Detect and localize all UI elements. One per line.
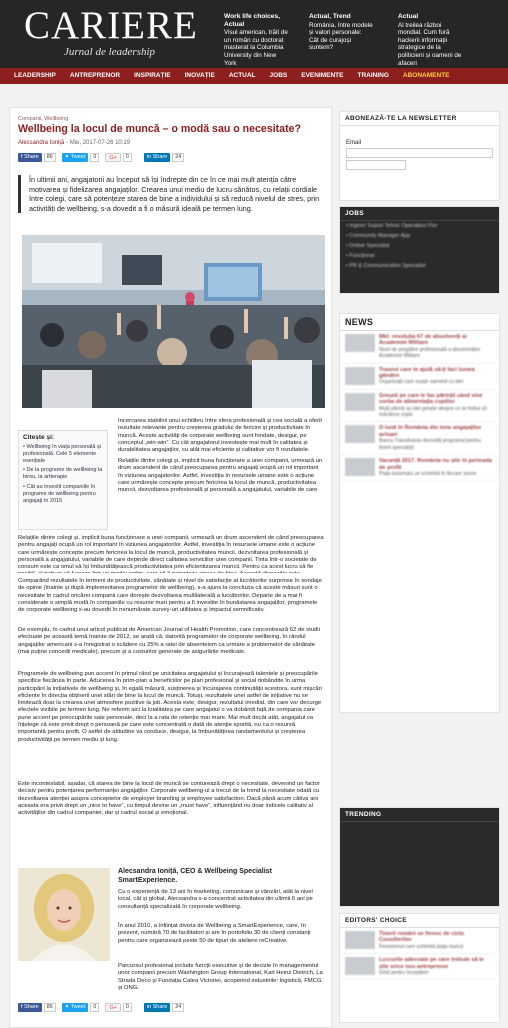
news-item[interactable]: Traseul care te ajută să-ți faci lumea gândire Organizații care susțin oamenii cu idei [340, 364, 499, 390]
gplus-count: 0 [123, 1003, 132, 1012]
article-paragraph: Încercarea stabilirii unui echilibru între sfera profesională și cea socială a oferit rezultate relevante pentru creșterea gradului de fericire și productivitate în muncă. Aceste activități de corporate wellbeing sunt fondate, desigur, pe conceptul „win-win”. Cu cât angajatorul investește mai mult în calitatea și durabilitatea angajaților, cu atât mai eficiente și calitative vor fi rezultatele. [118, 418, 322, 454]
breadcrumb[interactable]: Companii, Wellbeing [18, 116, 69, 122]
facebook-share-button[interactable]: f Share [18, 1003, 42, 1012]
jobs-box [339, 206, 500, 294]
job-link[interactable]: • Funcționar [346, 253, 375, 259]
trending-box [339, 807, 500, 907]
trending-title: TRENDING [340, 808, 499, 822]
newsletter-title: ABONEAZĂ-TE LA NEWSLETTER [340, 112, 499, 126]
news-item[interactable]: Greșeli pe care le fac părinții când vine vorba de alimentația copiilor Mulți părinți au idei greșite despre ce ar trebui să mănânce copiii [340, 390, 499, 423]
linkedin-count: 24 [172, 153, 184, 162]
nav-training[interactable]: TRAINING [357, 72, 389, 79]
related-link[interactable]: • De la programe de wellbeing la birou, la artterapie [23, 467, 103, 481]
author-portrait [18, 868, 110, 961]
news-title: NEWS [340, 314, 499, 331]
editors-choice-title: EDITORS' CHOICE [340, 914, 499, 928]
main-nav [0, 68, 508, 84]
share-bar-top [18, 153, 184, 162]
share-bar-bottom [18, 1003, 184, 1012]
article-paragraph: De exemplu, în cadrul unui articol publicat de American Journal of Health Promotion, care concentrează 62 de studii efectuate pe această temă înainte de 2012, se arată că, datorită programelor de corporate wellbeing, în rândul angajaților americani s-a înregistrat o scădere cu 25% a ratei de absenteism ca urmare a problemelor de sănătate (mai puține concedii medicale), precum și a costurilor generate de asigurările medicale. [18, 627, 320, 655]
job-link[interactable]: • PR & Communication Specialist [346, 263, 426, 269]
site-tagline: Jurnal de leadership [64, 46, 156, 58]
twitter-share-button[interactable]: ✦ Tweet [62, 153, 89, 162]
news-item[interactable]: Vacanță 2017. România nu știe în perioada de profit Piața turismului se schimbă în fiecare sezon [340, 455, 499, 481]
gplus-count: 0 [123, 153, 132, 162]
nav-evenimente[interactable]: EVENIMENTE [301, 72, 344, 79]
news-thumb [345, 334, 375, 352]
nav-inovatie[interactable]: INOVAȚIE [184, 72, 215, 79]
linkedin-share-button[interactable]: in Share [144, 1003, 171, 1012]
news-box [339, 313, 500, 713]
facebook-share-button[interactable]: f Share [18, 153, 42, 162]
twitter-count: 0 [90, 1003, 99, 1012]
author-link[interactable]: Alecsandra Ioniță [18, 140, 65, 146]
twitter-share-button[interactable]: ✦ Tweet [62, 1003, 89, 1012]
editor-thumb [345, 957, 375, 975]
news-item[interactable]: Mkt: revoluția 67 de absolvenți ai Academiei Militare Nivel de pregătire profesională a absolvenților Academiei Militare [340, 331, 499, 364]
article-paragraph: Este incontestabil, așadar, că starea de bine la locul de muncă se conturează drept o necesitate, devenind un factor decisiv pentru potențarea performanței angajaților. Corporate wellbeing-ul a trecut de la trend la necesitate odată cu dezvoltarea atenției asupra conceptelor de employer branding și employee satisfaction. Dacă până acum câtiva ani aceasta era privit drept un „nice to have”, cu timpul devine un „must have”, influențând nu doar indicele calitativ al activităților din cadrul companiei, dar și cadrul social și emoțional. [18, 781, 320, 817]
author-photo [18, 868, 110, 961]
article-paragraph: Relațiile dintre colegi și, implicit buna funcționare a unei companii, urmează un drum ascendent de când preocuparea pentru angajați ocupă un rol important în viziunea angajatorilor. Astfel, investiția în resursele umane este o acțiune care urmărește concepte precum fericirea la locul de muncă, productivitatea muncii, dezvoltarea profesională și personală a angajatului, variabile de care depinde direct calitatea serviciilor unei companii. Tinta într-o societate de consum este ca omul să își îmbunătățească productivitatea prin eficientizarea muncii. Pentru ca acest lucru să fie [18, 535, 324, 571]
job-link[interactable]: • Community Manager App [346, 233, 411, 239]
article-photo [22, 235, 325, 408]
author-bio-last: Parcursul profesional include funcții executive și de decizie în managementul unor companii precum Washington Group International, Karl Heinz Dietrich, La Strada Deco și Fundația Calea Victoriei, acoperind industriile: logistică, FMCG și ONG. [118, 963, 323, 991]
site-logo[interactable]: CARIERE [24, 4, 198, 47]
header-promo[interactable]: Actual, Trend România, între modele și valori personale: Cât de curajoși suntem? [309, 13, 373, 52]
news-item[interactable]: O lună în România din tone angajaților actuari Banca Transilvania dezvoltă programul pentru tinerii specialiști [340, 422, 499, 455]
related-link[interactable]: • Wellbeing în viața personală și profesională. Cele 5 elemente esențiale [23, 444, 101, 464]
news-thumb [345, 393, 375, 411]
job-link[interactable]: • Online Specialist [346, 243, 390, 249]
article-lead: În ultimii ani, angajatorii au început să își îndrepte din ce în ce mai mult atenția către motivarea și fidelizarea angajaților. Crearea unui mediu de lucru sănătos, cu relații cordiale între colegi, care să potențeze starea de bine a individului și să reducă nivelul de stres, prin activități de wellbeing, s-a dovedit a fi o măsură ideală pe termen lung. [18, 175, 324, 213]
gplus-button[interactable]: G+ [105, 1003, 121, 1012]
facebook-count: 86 [44, 1003, 56, 1012]
editor-item[interactable]: Tinerii români se feresc de ciclu Consilierilor Fenomenul care schimbă piața muncii [340, 928, 499, 954]
article-column [9, 107, 332, 1028]
related-title: Citește și: [23, 434, 55, 441]
job-link[interactable]: • Inginer Suport Tehnic Operațiuni Flor [346, 223, 438, 229]
news-thumb [345, 458, 375, 476]
conference-photo [22, 235, 325, 408]
email-input[interactable] [346, 148, 493, 158]
nav-actual[interactable]: ACTUAL [228, 72, 256, 79]
article-title: Wellbeing la locul de muncă – o modă sau o necesitate? [18, 123, 301, 135]
article-paragraph: Relațiile dintre colegi și, implicit buna funcționare a unei companii, urmează un drum ascendent de când preocuparea pentru angajați ocupă un rol important în viziunea angajatorilor. Astfel, investiția în resursele umane este o acțiune care urmărește concepte precum fericirea la locul de muncă, productivitatea muncii, dezvoltarea profesională și personală a angajatului, variabile de care [118, 458, 323, 493]
article-meta [18, 140, 130, 146]
editor-thumb [345, 931, 375, 949]
author-bio: În anul 2010, a înființat divizia de Wellbeing a SmartExperience, care, în prezent, numără 70 de facilitatori și are în portofoliu 30 de clienți constanți pentru care organizează peste 50 de tipuri de ateliere reCreative. [118, 923, 311, 944]
header-promo[interactable]: Actual Al treilea război mondial. Cum fură hackerii informații strategice de la politicieni și oameni de afaceri [398, 13, 462, 67]
jobs-title: JOBS [340, 207, 499, 221]
nav-leadership[interactable]: LEADERSHIP [14, 72, 56, 79]
related-link[interactable]: • Cât au investit companiile în programe de wellbeing pentru angajați în 2015 [23, 483, 96, 504]
editors-choice-box [339, 913, 500, 1023]
editor-item[interactable]: Lucrurile adecvate pe care trebuie să le știe orice nou antreprenor Ghid pentru începători [340, 954, 499, 980]
article-paragraph: Comparând rezultatele în termeni de productivitate, sănătate și nivel de satisfacție al lucrătorilor surprinse în sondaje de opinie (înainte și după implementarea programelor de wellbeing), s-a ajuns la concluzia că aceste măsuri sunt o necesitate în cadrul oricărei companii care dorește dezvoltarea multilaterală a lucrătorilor. Departe de a mai fi considerate o simplă modă în companiile cu resurse mari pentru a fi investite în bunăstarea angajaților, programele de corporate wellbeing s-au dovedit în nenumărate survey-uri utilitatea și impactul semnificativ. [18, 578, 322, 614]
linkedin-share-button[interactable]: in Share [144, 153, 171, 162]
author-bio-name: Alecsandra Ioniță, CEO & Wellbeing Specialist SmartExperience. [118, 868, 272, 884]
nav-abonamente[interactable]: ABONAMENTE [402, 72, 450, 79]
article-date: - Mie, 2017-07-26 10:19 [66, 140, 131, 146]
facebook-count: 86 [44, 153, 56, 162]
news-thumb [345, 425, 375, 443]
newsletter-box [339, 111, 500, 201]
author-bio: Cu o experiență de 13 ani în marketing, comunicare și vânzări, atât la nivel local, cât și global, Alecsandra s-a concentrat activitatea din ultimii 6 ani pe consultanță specializată în corporate wellbeing. [118, 889, 313, 910]
sidebar [339, 107, 500, 1028]
site-header [0, 0, 508, 68]
newsletter-submit[interactable] [346, 160, 406, 170]
header-promo[interactable]: Work life choices, Actual Visul american, trăit de un român cu doctorat masterat la Columbia University din New York [224, 13, 288, 67]
nav-antreprenor[interactable]: ANTREPRENOR [69, 72, 121, 79]
news-thumb [345, 367, 375, 385]
article-paragraph: Programele de wellbeing pun accent în primul rând pe unicitatea angajatului și încurajează talentele și preocupările specifice fiecăruia în parte. Aducerea în prim-plan a beneficiilor pe plan profesional și social dobândite în urma participării la inițiativele de wellbeing și, în egală măsură, susținerea și încurajarea continuității acestora, sunt mișcări eficiente în direcția obținerii unei stări de bine la locul de muncă. Totuși, rezultatele unei astfel de inițiative nu se limitează doar la crearea unei atmosfere pozitive la job. Acesta este, desigur, rezultatul imediat, din care vor decurge efectele vizibile pe termen lung. Ne referim aici la loialitatea pe care angajatul o va dobândi față de compania care pune accent pe preocupările sale personale, deci la a rata de retenție mai mare. Mai mult decât atât, angajatul va înțelege că este privit drept o persoană pe care este concentrată o dată de atenție sporită, nu ca o resursă importantă pentru profit. O astfel de atitudine va conduce, desigur, la îmbunătățirea randamentului și creșterea productivității pe termen mediu și lung. [18, 671, 322, 743]
email-label: Email [346, 140, 362, 146]
nav-inspiratie[interactable]: INSPIRAȚIE [134, 72, 171, 79]
linkedin-count: 24 [172, 1003, 184, 1012]
nav-jobs[interactable]: JOBS [269, 72, 288, 79]
gplus-button[interactable]: G+ [105, 153, 121, 162]
twitter-count: 0 [90, 153, 99, 162]
